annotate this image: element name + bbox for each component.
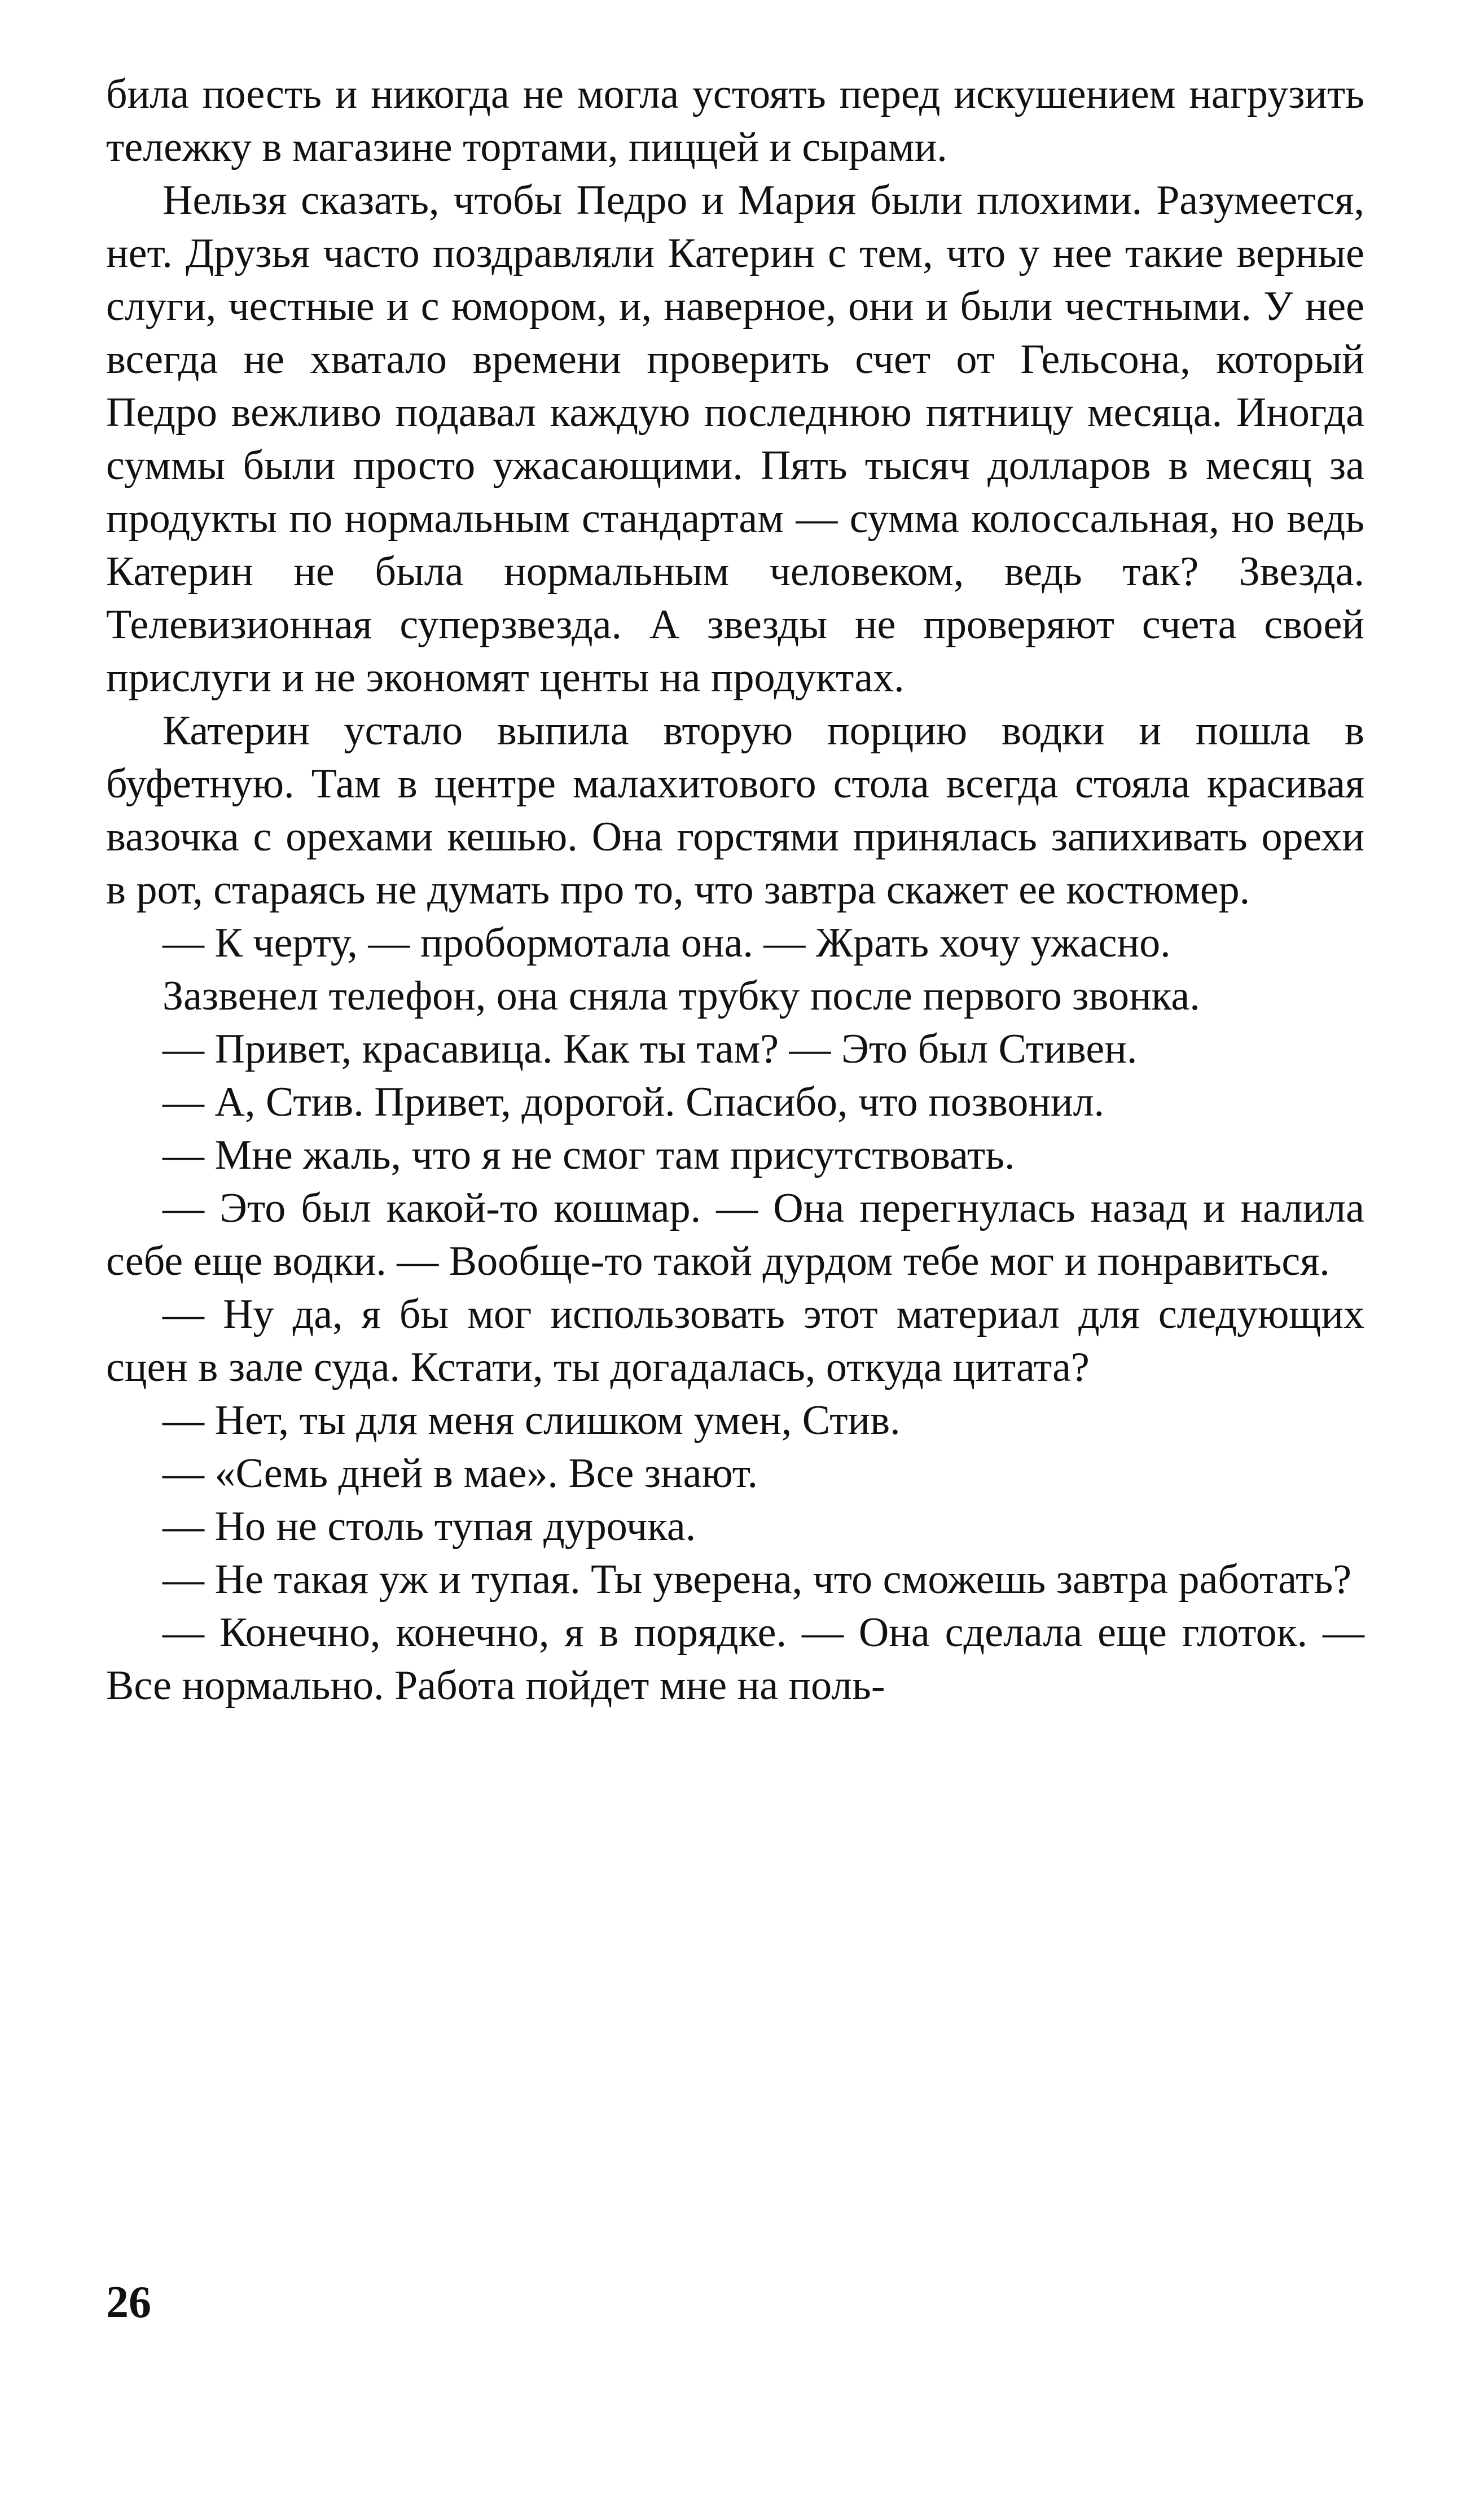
paragraph-5: Зазвенел телефон, она сняла трубку после первого звонка. bbox=[163, 973, 1200, 1019]
paragraph-1: била поесть и никогда не могла устоять перед искушением нагрузить тележку в магазине тортами, пиццей и сырами. bbox=[106, 71, 1364, 170]
page-body bbox=[106, 68, 1364, 1712]
paragraph-10: — Ну да, я бы мог использовать этот материал для следующих сцен в зале суда. Кстати, ты догадалась, откуда цитата? bbox=[106, 1291, 1364, 1390]
paragraph-13: — Но не столь тупая дурочка. bbox=[163, 1503, 696, 1550]
paragraph-2: Нельзя сказать, чтобы Педро и Мария были плохими. Разумеется, нет. Друзья часто поздравляли Катерин с тем, что у нее такие верные слуги, честные и с юмором, и, наверное, они и были честными. У нее всегда не хватало времени проверить счет от Гельсона, который Педро вежливо подавал каждую последнюю пятницу месяца. Иногда суммы были просто ужасающими. Пять тысяч долларов в месяц за продукты по нормальным стандартам — сумма колоссальная, но ведь Катерин не была нормальным человеком, ведь так? Звезда. Телевизионная суперзвезда. А звезды не проверяют счета своей прислуги и не экономят центы на продуктах. bbox=[106, 177, 1364, 701]
paragraph-3: Катерин устало выпила вторую порцию водки и пошла в буфетную. Там в центре малахитового стола всегда стояла красивая вазочка с орехами кешью. Она горстями принялась запихивать орехи в рот, стараясь не думать про то, что завтра скажет ее костюмер. bbox=[106, 708, 1364, 913]
paragraph-11: — Нет, ты для меня слишком умен, Стив. bbox=[163, 1397, 901, 1444]
paragraph-7: — А, Стив. Привет, дорогой. Спасибо, что позвонил. bbox=[163, 1079, 1105, 1125]
paragraph-15: — Конечно, конечно, я в порядке. — Она сделала еще глоток. — Все нормально. Работа пойдет мне на поль- bbox=[106, 1609, 1364, 1709]
paragraph-4: — К черту, — пробормотала она. — Жрать хочу ужасно. bbox=[163, 920, 1171, 966]
paragraph-8: — Мне жаль, что я не смог там присутствовать. bbox=[163, 1132, 1015, 1178]
page-number: 26 bbox=[106, 2278, 151, 2327]
paragraph-9: — Это был какой-то кошмар. — Она перегнулась назад и налила себе еще водки. — Вообще-то такой дурдом тебе мог и понравиться. bbox=[106, 1185, 1364, 1284]
paragraph-14: — Не такая уж и тупая. Ты уверена, что сможешь завтра работать? bbox=[163, 1556, 1352, 1603]
paragraph-6: — Привет, красавица. Как ты там? — Это был Стивен. bbox=[163, 1026, 1138, 1072]
paragraph-12: — «Семь дней в мае». Все знают. bbox=[163, 1450, 758, 1497]
